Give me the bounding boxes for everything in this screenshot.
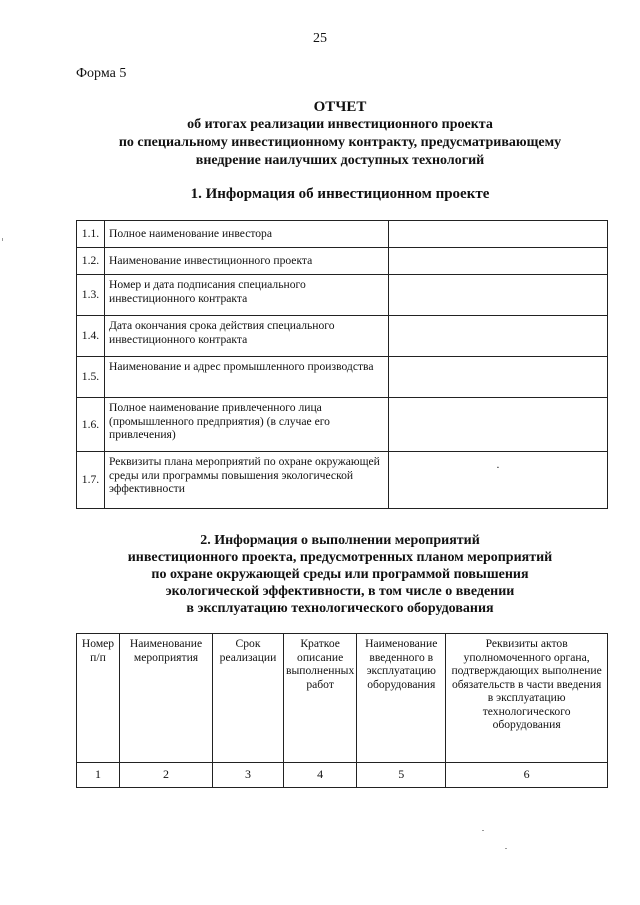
- row-value: .: [389, 452, 608, 509]
- row-value: [389, 221, 608, 248]
- table-row: [77, 763, 608, 788]
- row-label: Дата окончания срока действия специального инвестиционного контракта: [105, 316, 389, 357]
- section1-heading: 1. Информация об инвестиционном проекте: [190, 186, 490, 202]
- section2-heading-line: по охране окружающей среды или программой повышения: [151, 567, 529, 582]
- column-header: Наименование введенного в эксплуатацию оборудования: [357, 634, 446, 763]
- table-row: [77, 248, 608, 275]
- column-index: 5: [357, 763, 446, 788]
- column-index: 2: [120, 763, 213, 788]
- row-label: Полное наименование привлеченного лица (промышленного предприятия) (в случае его привлечения): [105, 398, 389, 452]
- table-header-row: [77, 634, 608, 763]
- scan-speck: [505, 848, 507, 849]
- row-value: [389, 248, 608, 275]
- project-info-table: [76, 220, 608, 509]
- row-label: Наименование инвестиционного проекта: [105, 248, 389, 275]
- row-value: [389, 275, 608, 316]
- table-row: [77, 275, 608, 316]
- section2-heading-line: 2. Информация о выполнении мероприятий: [200, 533, 480, 548]
- form-label: Форма 5: [76, 66, 127, 81]
- column-index: 1: [77, 763, 120, 788]
- column-index: 6: [446, 763, 608, 788]
- row-value: [389, 316, 608, 357]
- section2-heading-line: экологической эффективности, в том числе о введении: [165, 584, 515, 599]
- row-label: Полное наименование инвестора: [105, 221, 389, 248]
- title-line-2: об итогах реализации инвестиционного проекта: [187, 117, 493, 132]
- report-title: [40, 98, 640, 170]
- column-header: Наименование мероприятия: [120, 634, 213, 763]
- table-row: [77, 316, 608, 357]
- section2-heading-line: инвестиционного проекта, предусмотренных планом мероприятий: [127, 550, 553, 565]
- measures-table: [76, 633, 608, 788]
- column-header: Срок реализации: [213, 634, 284, 763]
- column-header: Номер п/п: [77, 634, 120, 763]
- row-number: 1.2.: [77, 248, 105, 275]
- column-header: Реквизиты актов уполномоченного органа, подтверждающих выполнение обязательств в части введения в эксплуатацию технологического оборудования: [446, 634, 608, 763]
- row-label: Наименование и адрес промышленного производства: [105, 357, 389, 398]
- row-number: 1.1.: [77, 221, 105, 248]
- scan-speck: [2, 238, 3, 241]
- table-row: [77, 221, 608, 248]
- row-value: [389, 357, 608, 398]
- title-line-4: внедрение наилучших доступных технологий: [195, 153, 485, 168]
- column-header: Краткое описание выполненных работ: [284, 634, 357, 763]
- row-number: 1.6.: [77, 398, 105, 452]
- row-number: 1.5.: [77, 357, 105, 398]
- row-label: Номер и дата подписания специального инвестиционного контракта: [105, 275, 389, 316]
- row-number: 1.7.: [77, 452, 105, 509]
- page-number: 25: [313, 31, 327, 46]
- row-number: 1.3.: [77, 275, 105, 316]
- title-line-1: ОТЧЕТ: [313, 99, 367, 115]
- row-number: 1.4.: [77, 316, 105, 357]
- section2-heading: [40, 532, 640, 617]
- section2-heading-line: в эксплуатацию технологического оборудования: [186, 601, 494, 616]
- table-row: [77, 452, 608, 509]
- row-label: Реквизиты плана мероприятий по охране окружающей среды или программы повышения экологической эффективности: [105, 452, 389, 509]
- scan-speck: [482, 830, 484, 831]
- table-row: [77, 398, 608, 452]
- row-value: [389, 398, 608, 452]
- column-index: 3: [213, 763, 284, 788]
- table-row: [77, 357, 608, 398]
- column-index: 4: [284, 763, 357, 788]
- title-line-3: по специальному инвестиционному контракту, предусматривающему: [118, 135, 562, 150]
